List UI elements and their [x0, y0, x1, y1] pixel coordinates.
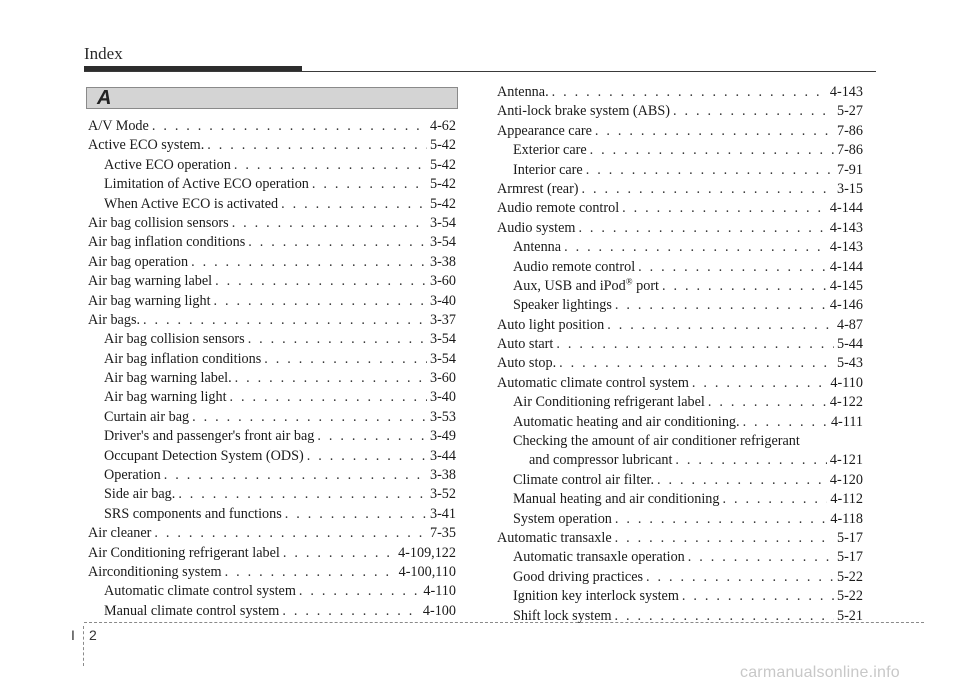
entry-page: 3-54 — [429, 350, 456, 367]
index-entry — [88, 505, 456, 524]
index-entry — [497, 219, 863, 238]
entry-page: 5-42 — [429, 137, 456, 154]
entry-label: Auto light position — [497, 316, 605, 333]
index-entry — [88, 330, 456, 349]
watermark: carmanualsonline.info — [740, 664, 900, 681]
dot-leader — [152, 117, 427, 136]
entry-page: 4-143 — [829, 84, 863, 100]
entry-page: 4-118 — [830, 510, 863, 527]
entry-label: Antenna. — [497, 84, 549, 100]
index-entry — [497, 335, 863, 354]
dot-leader — [215, 272, 427, 291]
entry-label: Ignition key interlock system — [513, 588, 679, 605]
dot-leader — [646, 568, 834, 587]
dot-leader — [191, 253, 427, 272]
index-entry — [497, 180, 863, 199]
entry-label: Appearance care — [497, 122, 592, 139]
entry-page: 5-44 — [836, 336, 863, 353]
index-entry — [497, 393, 863, 412]
entry-text — [513, 607, 612, 626]
dot-leader — [722, 490, 827, 509]
entry-page: 4-145 — [829, 277, 863, 294]
entry-label: Air bag collision sensors — [104, 331, 245, 348]
dot-leader — [312, 175, 427, 194]
index-entry — [88, 272, 456, 291]
entry-page: 4-110 — [423, 583, 456, 600]
dot-leader — [692, 374, 828, 393]
index-entry — [497, 548, 863, 567]
entry-label: Air Conditioning refrigerant label — [88, 544, 280, 561]
entry-text — [104, 582, 296, 601]
entry-page: 5-42 — [429, 156, 456, 173]
index-entry — [497, 587, 863, 606]
entry-page: 4-120 — [829, 471, 863, 488]
index-entry — [497, 238, 863, 257]
entry-text — [513, 277, 659, 296]
entry-label: Air cleaner — [88, 525, 152, 542]
dot-leader — [248, 330, 427, 349]
footer-dashed-divider — [83, 626, 84, 666]
header-thin-rule — [84, 71, 876, 72]
entry-page: 4-87 — [836, 316, 863, 333]
entry-label: Automatic heating and air conditioning. — [513, 413, 740, 430]
entry-label: Air bag warning label. — [104, 370, 232, 387]
entry-page: 5-17 — [836, 549, 863, 566]
entry-text — [88, 136, 204, 155]
entry-text — [513, 161, 583, 180]
entry-text — [104, 369, 232, 388]
index-entry — [88, 311, 456, 330]
entry-page: 4-62 — [429, 118, 456, 134]
dot-leader — [552, 83, 827, 102]
entry-text — [104, 447, 304, 466]
entry-label: Air bag warning light — [104, 389, 227, 406]
entry-page: 5-22 — [836, 588, 863, 605]
dot-leader — [192, 408, 427, 427]
entry-text — [513, 471, 654, 490]
index-entry — [497, 102, 863, 121]
index-entry — [88, 195, 456, 214]
entry-text — [104, 175, 309, 194]
entry-text — [513, 568, 643, 587]
entry-label: and compressor lubricant — [529, 452, 673, 469]
index-entry — [88, 466, 456, 485]
entry-label: Automatic climate control system — [497, 374, 689, 391]
entry-label: Anti-lock brake system (ABS) — [497, 103, 670, 120]
index-entry — [88, 602, 456, 621]
entry-label: Antenna — [513, 239, 562, 256]
entry-text — [88, 524, 151, 543]
dot-leader — [299, 582, 421, 601]
index-entry — [88, 544, 456, 563]
entry-label: A/V Mode — [88, 118, 149, 134]
entry-page: 3-41 — [429, 505, 456, 522]
entry-label: Air bag inflation conditions — [88, 234, 246, 251]
section-header — [86, 87, 458, 109]
dot-leader — [154, 524, 427, 543]
entry-label: Active ECO operation — [104, 156, 231, 173]
entry-page: 7-35 — [429, 525, 456, 542]
entry-page: 3-54 — [429, 331, 456, 348]
entry-text — [513, 296, 612, 315]
page-title: Index — [84, 44, 123, 63]
dot-leader — [564, 238, 827, 257]
dot-leader — [285, 505, 427, 524]
entry-text — [497, 529, 612, 548]
dot-leader — [622, 199, 827, 218]
entry-page: 3-52 — [429, 486, 456, 503]
entry-page: 5-17 — [836, 529, 863, 546]
entry-text — [497, 102, 670, 121]
dot-leader — [662, 277, 827, 296]
dot-leader — [743, 413, 828, 432]
index-entry — [88, 253, 456, 272]
entry-page: 3-44 — [429, 447, 456, 464]
entry-text — [88, 563, 222, 582]
dot-leader — [143, 311, 427, 330]
entry-page: 3-54 — [429, 234, 456, 251]
entry-label: Air bag operation — [88, 253, 189, 270]
entry-label: Air bag warning label — [88, 273, 213, 290]
entry-label: Limitation of Active ECO operation — [104, 176, 309, 193]
dot-leader — [675, 451, 826, 470]
dot-leader — [317, 427, 427, 446]
dot-leader — [235, 369, 427, 388]
index-entry — [497, 316, 863, 335]
entry-text — [529, 451, 672, 470]
entry-label: Airconditioning system — [88, 563, 222, 580]
index-entry — [88, 175, 456, 194]
entry-page: 4-109,122 — [398, 544, 456, 561]
dot-leader — [615, 529, 834, 548]
dot-leader — [178, 485, 427, 504]
dot-leader — [559, 354, 834, 373]
entry-text — [104, 466, 161, 485]
entry-label: Audio system — [497, 219, 576, 236]
index-entry — [497, 141, 863, 160]
dot-leader — [582, 180, 834, 199]
dot-leader — [307, 447, 427, 466]
entry-page: 3-60 — [429, 273, 456, 290]
index-entry — [497, 374, 863, 393]
entry-page: 5-42 — [429, 176, 456, 193]
index-entry — [88, 214, 456, 233]
entry-page: 4-110 — [830, 374, 863, 391]
entry-label: Shift lock system — [513, 607, 612, 624]
index-entry — [88, 156, 456, 175]
entry-text — [104, 195, 278, 214]
entry-text — [497, 199, 619, 218]
footer-dashed-rule — [84, 622, 924, 623]
dot-leader — [282, 602, 420, 621]
entry-text — [88, 292, 211, 311]
index-entry — [497, 451, 863, 470]
entry-label: Automatic transaxle operation — [513, 549, 685, 566]
entry-text — [88, 311, 140, 330]
entry-label: Driver's and passenger's front air bag — [104, 428, 315, 445]
entry-page: 4-112 — [830, 491, 863, 508]
entry-text — [88, 214, 229, 233]
entry-page: 3-49 — [429, 428, 456, 445]
entry-text — [497, 354, 556, 373]
index-entry — [88, 117, 456, 136]
dot-leader — [207, 136, 427, 155]
entry-page: 3-38 — [429, 467, 456, 484]
dot-leader — [230, 388, 427, 407]
entry-label: When Active ECO is activated — [104, 195, 279, 212]
entry-page: 4-111 — [830, 413, 863, 430]
entry-text — [513, 238, 561, 257]
entry-label: Air bag inflation conditions — [104, 350, 262, 367]
entry-page: 4-122 — [829, 394, 863, 411]
entry-page: 5-21 — [836, 607, 863, 624]
entry-label: Air bags. — [88, 311, 141, 328]
entry-text — [513, 510, 612, 529]
entry-page: 3-54 — [429, 214, 456, 231]
entry-label: Active ECO system. — [88, 137, 205, 154]
index-entry — [497, 607, 863, 626]
entry-page: 3-53 — [429, 408, 456, 425]
entry-label: Armrest (rear) — [497, 180, 579, 197]
dot-leader — [283, 544, 395, 563]
entry-text — [88, 544, 280, 563]
dot-leader — [234, 156, 427, 175]
dot-leader — [615, 607, 834, 626]
entry-text — [88, 117, 149, 136]
dot-leader — [595, 122, 834, 141]
entry-page: 3-60 — [429, 370, 456, 387]
entry-page: 4-121 — [829, 452, 863, 469]
entry-label: Automatic climate control system — [104, 583, 296, 600]
entry-text — [497, 374, 689, 393]
dot-leader — [248, 233, 427, 252]
dot-leader — [281, 195, 427, 214]
entry-page: 3-38 — [429, 253, 456, 270]
dot-leader — [673, 102, 834, 121]
entry-text — [513, 393, 705, 412]
entry-label: Climate control air filter. — [513, 471, 655, 488]
footer-section-label: I — [71, 627, 75, 643]
entry-text — [104, 330, 245, 349]
entry-label: Automatic transaxle — [497, 529, 612, 546]
index-entry — [88, 524, 456, 543]
registered-mark: ® — [625, 276, 633, 287]
index-entry — [88, 136, 456, 155]
entry-page: 4-144 — [829, 200, 863, 217]
index-entry — [88, 408, 456, 427]
index-entry — [497, 122, 863, 141]
entry-label: Good driving practices — [513, 568, 644, 585]
entry-label: SRS components and functions — [104, 505, 282, 522]
entry-text — [513, 141, 587, 160]
entry-label: Operation — [104, 467, 161, 484]
entry-page: 4-144 — [829, 258, 863, 275]
entry-label: Exterior care — [513, 142, 587, 159]
dot-leader — [615, 296, 827, 315]
dot-leader — [607, 316, 834, 335]
entry-text — [104, 350, 261, 369]
entry-text — [104, 408, 189, 427]
index-entry — [497, 413, 863, 432]
entry-label: Side air bag. — [104, 486, 176, 503]
entry-page: 4-100,110 — [398, 563, 456, 580]
entry-text — [513, 258, 635, 277]
entry-text — [497, 335, 553, 354]
entry-text — [104, 602, 279, 621]
index-entry — [497, 529, 863, 548]
dot-leader — [578, 219, 826, 238]
index-entry — [497, 354, 863, 373]
index-entry — [497, 258, 863, 277]
entry-text — [104, 505, 282, 524]
entry-label: Air bag collision sensors — [88, 214, 229, 231]
dot-leader — [638, 258, 827, 277]
entry-label: Checking the amount of air conditioner refrigerant — [513, 433, 800, 450]
entry-label: Aux, USB and iPod — [513, 277, 626, 294]
index-entry — [497, 277, 863, 296]
entry-page: 3-40 — [429, 389, 456, 406]
entry-page: 5-22 — [836, 568, 863, 585]
index-entry — [497, 471, 863, 490]
entry-page: 4-143 — [829, 219, 863, 236]
entry-text — [513, 433, 800, 449]
index-entry — [497, 568, 863, 587]
entry-text — [104, 388, 227, 407]
entry-page: 7-86 — [836, 122, 863, 139]
entry-page: 3-40 — [429, 292, 456, 309]
dot-leader — [232, 214, 427, 233]
entry-text — [88, 233, 245, 252]
dot-leader — [682, 587, 834, 606]
index-entry — [497, 296, 863, 315]
entry-label: Speaker lightings — [513, 297, 612, 314]
index-entry — [88, 447, 456, 466]
dot-leader — [586, 161, 834, 180]
dot-leader — [214, 292, 427, 311]
entry-label-suffix: port — [632, 277, 659, 294]
entry-page: 4-146 — [829, 297, 863, 314]
entry-text — [513, 413, 740, 432]
entry-text — [497, 316, 604, 335]
entry-label: Audio remote control — [497, 200, 620, 217]
entry-text — [88, 272, 212, 291]
entry-page: 4-143 — [829, 239, 863, 256]
entry-text — [513, 490, 719, 509]
index-entry — [88, 292, 456, 311]
entry-label: Auto stop. — [497, 355, 557, 372]
entry-page: 5-43 — [836, 355, 863, 372]
dot-leader — [615, 510, 828, 529]
entry-label: Manual climate control system — [104, 602, 280, 619]
index-entry — [497, 432, 863, 451]
dot-leader — [657, 471, 827, 490]
entry-label: Audio remote control — [513, 258, 636, 275]
entry-text — [497, 83, 549, 102]
index-entry — [88, 563, 456, 582]
entry-page: 4-100 — [422, 602, 456, 619]
entry-page: 3-15 — [836, 180, 863, 197]
entry-text — [497, 180, 579, 199]
entry-text — [513, 587, 679, 606]
dot-leader — [708, 393, 827, 412]
index-entry — [88, 582, 456, 601]
index-column-right — [497, 83, 863, 626]
entry-label: Interior care — [513, 161, 583, 178]
entry-page: 5-42 — [429, 195, 456, 212]
entry-label: System operation — [513, 510, 612, 527]
index-entry — [497, 161, 863, 180]
index-entry — [88, 233, 456, 252]
entry-text — [513, 548, 685, 567]
index-entry — [88, 369, 456, 388]
entry-label: Curtain air bag — [104, 408, 190, 425]
entry-page: 7-86 — [836, 142, 863, 159]
entry-label: Occupant Detection System (ODS) — [104, 447, 304, 464]
entry-text — [88, 253, 188, 272]
section-letter: A — [97, 87, 112, 109]
entry-page: 7-91 — [836, 161, 863, 178]
dot-leader — [590, 141, 834, 160]
entry-text — [104, 485, 175, 504]
dot-leader — [164, 466, 427, 485]
entry-label: Air Conditioning refrigerant label — [513, 394, 705, 411]
page-number: 2 — [89, 627, 97, 643]
entry-text — [104, 427, 314, 446]
index-entry — [88, 388, 456, 407]
entry-label: Manual heating and air conditioning — [513, 491, 720, 508]
index-entry — [88, 350, 456, 369]
dot-leader — [556, 335, 834, 354]
index-entry — [497, 510, 863, 529]
index-entry — [88, 485, 456, 504]
index-entry — [497, 199, 863, 218]
index-column-left — [88, 117, 456, 621]
dot-leader — [264, 350, 427, 369]
entry-text — [497, 219, 575, 238]
entry-page: 3-37 — [429, 311, 456, 328]
dot-leader — [225, 563, 396, 582]
entry-label: Auto start — [497, 336, 554, 353]
dot-leader — [688, 548, 834, 567]
index-entry — [497, 83, 863, 102]
index-entry — [497, 490, 863, 509]
entry-text — [104, 156, 231, 175]
index-entry — [88, 427, 456, 446]
entry-label: Air bag warning light — [88, 292, 211, 309]
entry-text — [497, 122, 592, 141]
entry-page: 5-27 — [836, 103, 863, 120]
